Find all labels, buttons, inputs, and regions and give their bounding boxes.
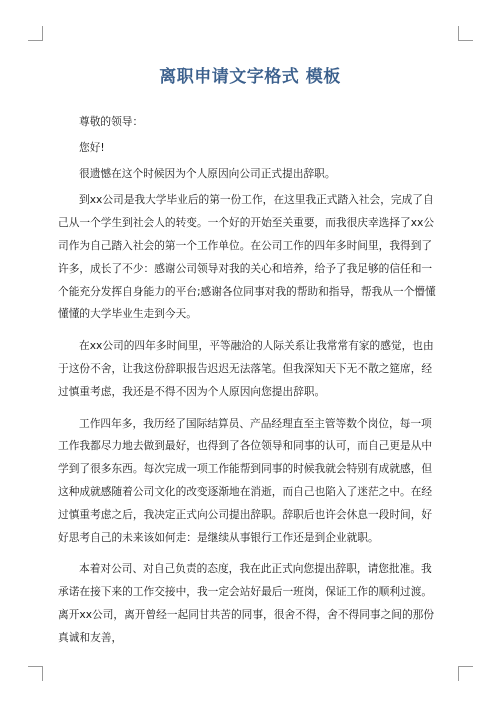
body-paragraph-2: 到xx公司是我大学毕业后的第一份工作，在这里我正式踏入社会，完成了自己从一个学生到社会人的转变。一个好的开始至关重要，而我很庆幸选择了xx公司作为自己踏入社会的第一个工作单位。在公司工作的四年多时间里，我得到了许多，成长了不少：感谢公司领导对我的关心和培养，给予了我足够的信任和一个能充分发挥自身能力的平台;感谢各位同事对我的帮助和指导，帮我从一个懵懂懂懂的大学毕业生走到今天。: [58, 193, 436, 321]
crop-mark-bottom-right: [458, 666, 473, 681]
document-body: [58, 111, 441, 650]
body-paragraph-1: 很遗憾在这个时候因为个人原因向公司正式提出辞职。: [79, 166, 336, 180]
body-paragraph-4: 工作四年多，我历经了国际结算员、产品经理直至主管等数个岗位，每一项工作我都尽力地去做到最好，也得到了各位领导和同事的认可，而自己更是从中学到了很多东西。每次完成一项工作能帮到同事的时候我就会特别有成就感，但这种成就感随着公司文化的改变逐渐地在消逝，而自己也陷入了迷茫之中。在经过慎重考虑之后，我决定正式向公司提出辞职。辞职后也许会休息一段时间，好好思考自己的未来该如何走：是继续从事银行工作还是到企业就职。: [58, 416, 433, 544]
greeting: 您好!: [79, 140, 105, 154]
body-paragraph-3: 在xx公司的四年多时间里，平等融洽的人际关系让我常常有家的感觉，也由于这份不舍，让我这份辞职报告迟迟无法落笔。但我深知天下无不散之筵席，经过慎重考虑，我还是不得不因为个人原因向您提出辞职。: [58, 339, 434, 398]
salutation: 尊敬的领导：: [79, 115, 144, 128]
crop-mark-top-right: [458, 26, 473, 41]
body-paragraph-5: 本着对公司、对自己负责的态度，我在此正式向您提出辞职，请您批准。我承诺在接下来的工作交接中，我一定会站好最后一班岗，保证工作的顺利过渡。离开xx公司，离开曾经一起同甘共苦的同事，很舍不得，舍不得同事之间的那份真诚和友善，: [58, 562, 435, 644]
document-title: 离职申请文字格式 模板: [159, 67, 341, 87]
crop-mark-top-left: [28, 26, 43, 41]
crop-mark-bottom-left: [28, 666, 43, 681]
